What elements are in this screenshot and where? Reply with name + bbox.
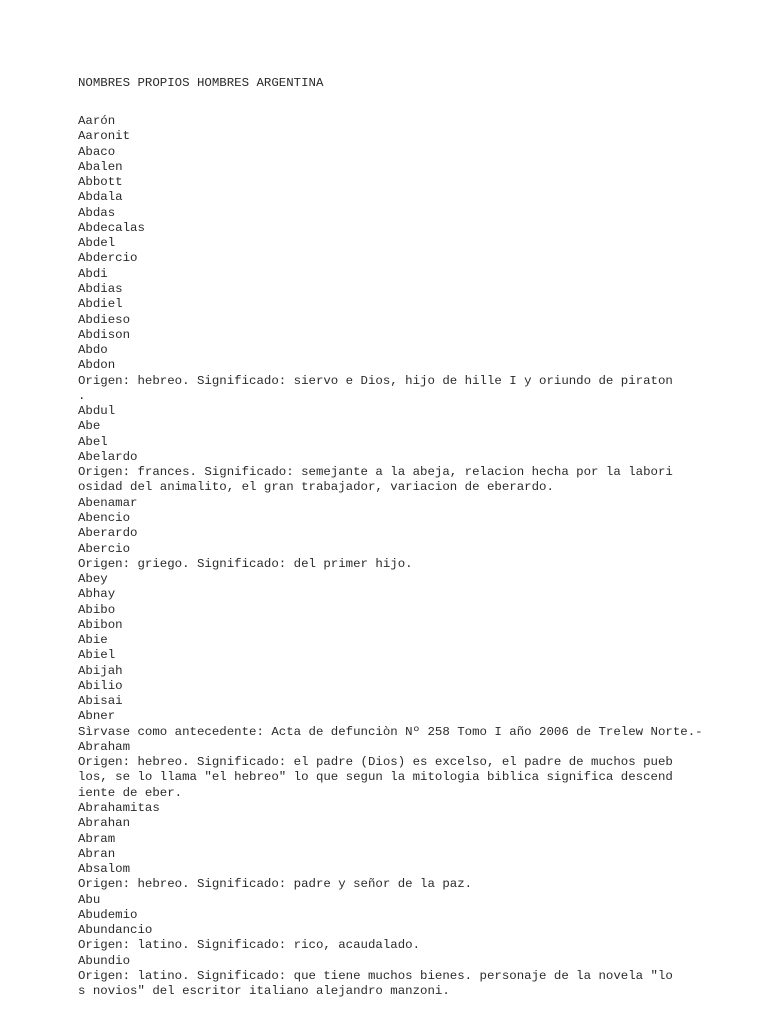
document-line: iente de eber. <box>78 785 183 800</box>
document-line: Abdias <box>78 281 123 296</box>
document-line: Abdo <box>78 343 108 358</box>
document-line: Origen: latino. Significado: rico, acaudalado. <box>78 938 421 953</box>
document-line: Abibon <box>78 617 123 632</box>
document-line: Abiel <box>78 648 116 663</box>
document-line: Aaronit <box>78 129 131 144</box>
document-line: Abijah <box>78 663 123 678</box>
document-line: Abhay <box>78 587 116 602</box>
document-line: Abencio <box>78 510 131 525</box>
document-line: Abdieso <box>78 312 131 327</box>
document-line: Origen: griego. Significado: del primer hijo. <box>78 556 413 571</box>
document-line: Abalen <box>78 159 123 174</box>
document-line: Abdi <box>78 266 108 281</box>
document-line: Abdiel <box>78 297 123 312</box>
document-line: Abundancio <box>78 923 153 938</box>
document-line: Abibo <box>78 602 116 617</box>
document-line: Abran <box>78 846 116 861</box>
document-line: Abisai <box>78 694 123 709</box>
document-line: Aberardo <box>78 526 138 541</box>
document-line: Abudemio <box>78 907 138 922</box>
document-line: Abbott <box>78 175 123 190</box>
document-line: Sìrvase como antecedente: Acta de defunciòn Nº 258 Tomo I año 2006 de Trelew Norte.- <box>78 724 703 739</box>
document-line: Abraham <box>78 739 131 754</box>
document-line: Absalom <box>78 862 131 877</box>
document-line: Abrahamitas <box>78 801 160 816</box>
document-line: . <box>78 388 86 403</box>
document-line: Origen: latino. Significado: que tiene muchos bienes. personaje de la novela "lo <box>78 968 673 983</box>
names-list <box>78 114 748 999</box>
document-line: Origen: hebreo. Significado: el padre (Dios) es excelso, el padre de muchos pueb <box>78 755 673 770</box>
document-line: Abu <box>78 892 101 907</box>
document-line: los, se lo llama "el hebreo" lo que segun la mitologia biblica significa descend <box>78 770 673 785</box>
document-line: Abercio <box>78 541 131 556</box>
document-line: Abie <box>78 633 108 648</box>
document-line: Abdas <box>78 205 116 220</box>
document-line: Abram <box>78 831 116 846</box>
document-title: NOMBRES PROPIOS HOMBRES ARGENTINA <box>78 76 324 90</box>
document-line: Abel <box>78 434 108 449</box>
document-line: Abdel <box>78 236 116 251</box>
document-line: Abaco <box>78 144 116 159</box>
document-page <box>78 76 748 999</box>
document-line: Abilio <box>78 678 123 693</box>
document-line: Abdison <box>78 327 131 342</box>
document-line: Origen: hebreo. Significado: siervo e Dios, hijo de hille I y oriundo de piraton <box>78 373 673 388</box>
document-line: Abenamar <box>78 495 138 510</box>
document-line: Abner <box>78 709 116 724</box>
document-line: osidad del animalito, el gran trabajador, variacion de eberardo. <box>78 480 554 495</box>
document-line: Abdon <box>78 358 116 373</box>
document-line: Abey <box>78 572 108 587</box>
document-line: Abdecalas <box>78 220 145 235</box>
document-line: Abe <box>78 419 101 434</box>
document-line: s novios" del escritor italiano alejandro manzoni. <box>78 984 450 999</box>
document-line: Origen: frances. Significado: semejante a la abeja, relacion hecha por la labori <box>78 465 673 480</box>
document-line: Abelardo <box>78 449 138 464</box>
document-line: Abdala <box>78 190 123 205</box>
document-line: Origen: hebreo. Significado: padre y señor de la paz. <box>78 877 473 892</box>
title-spacer <box>78 91 748 114</box>
document-line: Abundio <box>78 953 131 968</box>
document-line: Abdul <box>78 404 116 419</box>
document-line: Aarón <box>78 114 116 129</box>
document-line: Abrahan <box>78 816 131 831</box>
document-line: Abdercio <box>78 251 138 266</box>
